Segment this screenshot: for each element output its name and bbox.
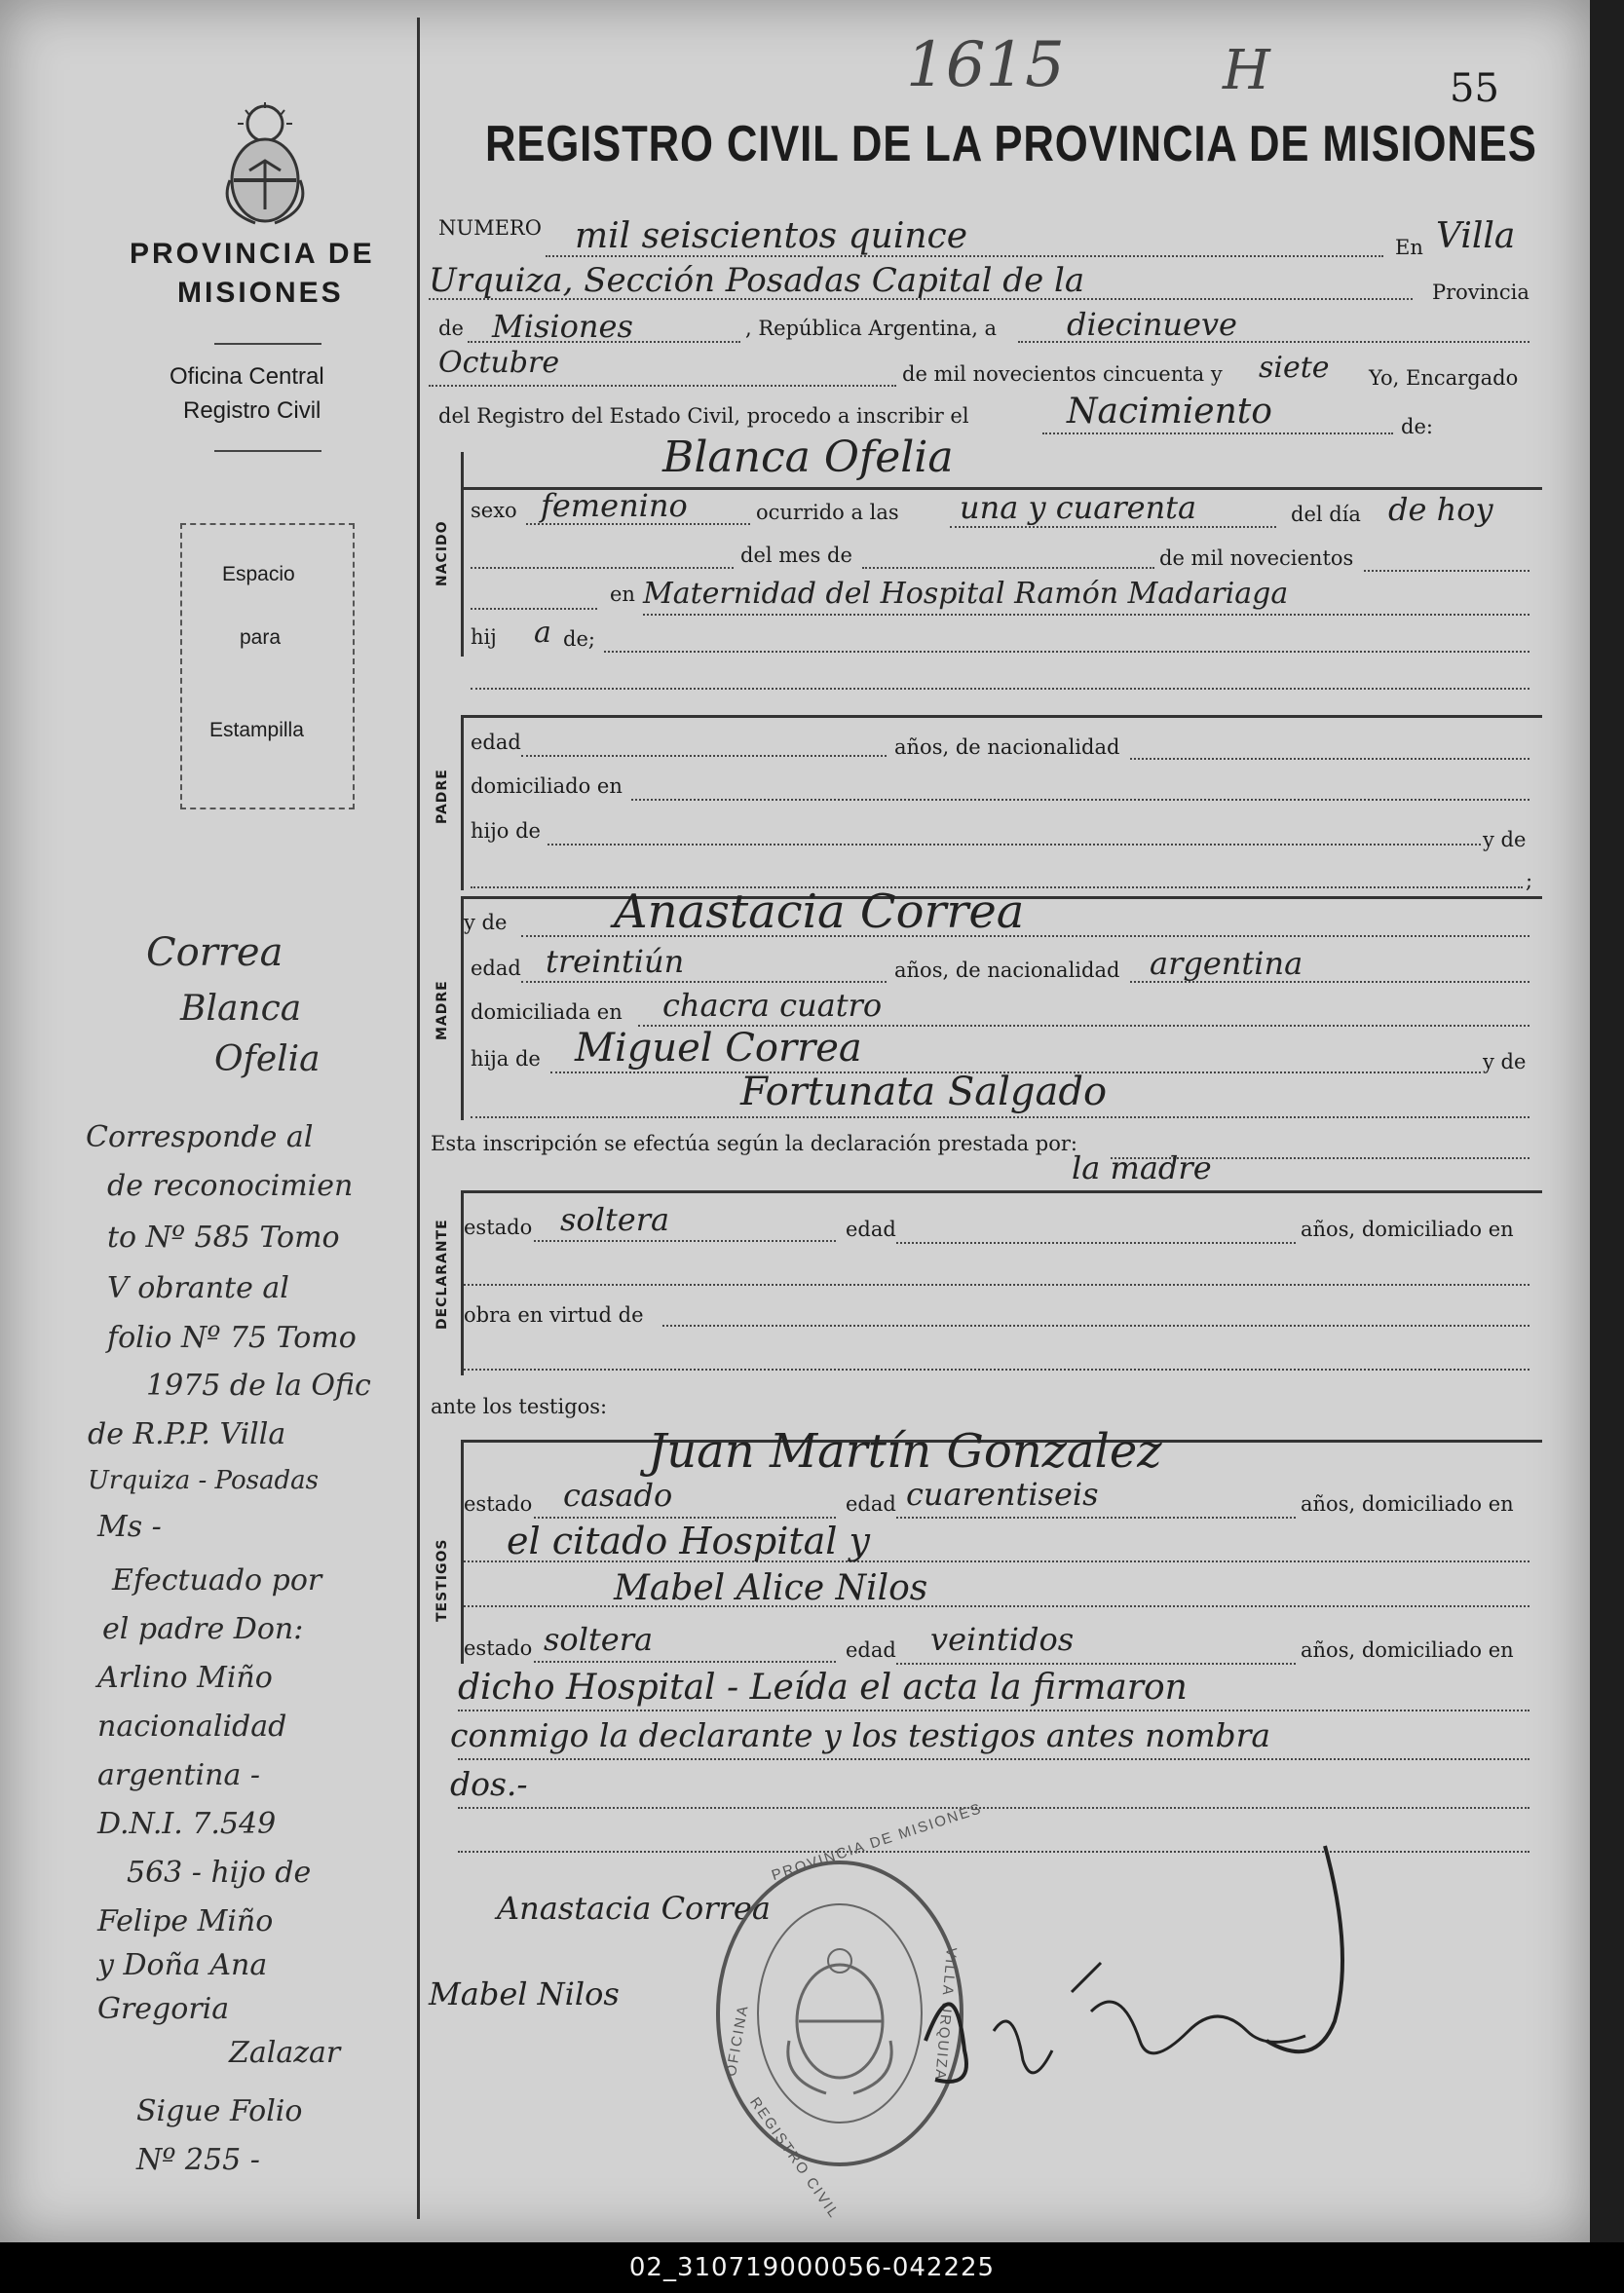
margin-line: to Nº 585 Tomo	[107, 1221, 340, 1255]
margin-line: Efectuado por	[112, 1563, 322, 1598]
del-dia-value: de hoy	[1388, 491, 1493, 528]
year-value: siete	[1259, 351, 1330, 385]
testigo2-edad-line	[896, 1663, 1296, 1665]
lugar-line-b	[643, 614, 1530, 616]
numero-label: NUMERO	[438, 216, 542, 240]
mil-nac-line	[1364, 570, 1530, 572]
margin-line: y Doña Ana	[97, 1948, 268, 1982]
margin-line: Sigue Folio	[136, 2094, 303, 2128]
section-rule	[461, 715, 1542, 718]
testigo2-estado-line	[534, 1661, 836, 1663]
provincia-label: Provincia	[1432, 281, 1530, 304]
coat-of-arms-icon	[216, 102, 314, 229]
madre-nacionalidad-value: argentina	[1150, 945, 1303, 982]
margin-line: de R.P.P. Villa	[88, 1417, 286, 1451]
margin-line: Corresponde al	[86, 1120, 314, 1154]
handwritten-page-number: 1615	[906, 29, 1065, 101]
testigo1-edad-label: edad	[846, 1492, 896, 1516]
padre-nac-line	[1130, 758, 1530, 760]
closing-line2-dots	[458, 1758, 1530, 1760]
margin-line: Nº 255 -	[136, 2143, 260, 2177]
margin-name2: Ofelia	[214, 1039, 321, 1079]
padre-domicilio-line	[631, 799, 1530, 801]
padre-hijo-line	[548, 844, 1481, 846]
del-dia-label: del día	[1291, 503, 1361, 526]
ocurrido-label: ocurrido a las	[756, 501, 899, 524]
madre-hija-label: hija de	[471, 1047, 541, 1071]
closing-line1-dots	[458, 1710, 1530, 1711]
testigo2-anos-label: años, domiciliado en	[1301, 1638, 1514, 1662]
yo-label: Yo, Encargado	[1369, 366, 1519, 390]
testigos-label: ante los testigos:	[431, 1395, 608, 1418]
de2-label: de:	[1401, 415, 1433, 438]
stamp-box-line2: para	[240, 626, 282, 649]
testigo1-edad-value: cuarentiseis	[906, 1476, 1099, 1513]
madre-padre-value: Miguel Correa	[575, 1026, 862, 1071]
margin-line: D.N.I. 7.549	[97, 1807, 277, 1841]
en-label: En	[1395, 236, 1423, 259]
testigos-bracket	[461, 1440, 464, 1664]
padre-edad-line	[521, 755, 887, 757]
padre-label: PADRE	[434, 769, 450, 824]
margin-line: el padre Don:	[102, 1612, 304, 1646]
year-label: de mil novecientos cincuenta y	[902, 362, 1223, 386]
registro-value: Nacimiento	[1067, 392, 1272, 432]
madre-anos-label: años, de nacionalidad	[894, 959, 1120, 982]
margin-surname: Correa	[146, 930, 283, 975]
mes-value: Octubre	[438, 346, 560, 380]
margin-line: Ms -	[97, 1510, 162, 1544]
nacido-name: Blanca Ofelia	[662, 432, 954, 482]
margin-line: Zalazar	[229, 2036, 341, 2070]
closing-line1: dicho Hospital - Leída el acta la firmaron	[458, 1668, 1188, 1708]
testigo1-domicilio-value: el citado Hospital y	[507, 1520, 870, 1562]
declarante-anos-label: años, domiciliado en	[1301, 1218, 1514, 1241]
padre-y-de-label: y de	[1483, 828, 1527, 851]
closing-line3-dots	[458, 1807, 1530, 1809]
province-line1: PROVINCIA DE	[130, 238, 375, 270]
declarante-edad-label: edad	[846, 1218, 896, 1241]
declarante-obra-label: obra en virtud de	[464, 1303, 644, 1327]
testigo1-estado-value: casado	[563, 1477, 673, 1514]
header-divider-2	[214, 450, 321, 452]
hij-label: hij	[471, 625, 497, 649]
hij-de-label: de;	[563, 627, 595, 651]
mil-nac-label: de mil novecientos	[1159, 546, 1354, 570]
seal-text-top: PROVINCIA DE MISIONES	[770, 1800, 985, 1885]
testigos-label-side: TESTIGOS	[434, 1538, 450, 1622]
section-rule	[461, 1190, 1542, 1193]
testigo2-estado-value: soltera	[544, 1621, 654, 1658]
office-line2: Registro Civil	[183, 397, 321, 424]
nac-extra-line	[471, 688, 1530, 690]
inscripcion-label: Esta inscripción se efectúa según la declaración prestada por:	[431, 1132, 1077, 1155]
column-divider	[417, 18, 420, 2219]
de-value: Misiones	[492, 308, 633, 345]
declarante-edad-line	[896, 1242, 1296, 1244]
margin-line: 563 - hijo de	[127, 1856, 312, 1890]
madre-edad-value: treintiún	[546, 943, 685, 980]
madre-edad-line	[521, 981, 887, 983]
declarante-estado-value: soltera	[560, 1201, 670, 1238]
folio-number: 55	[1450, 66, 1499, 111]
declarante-label: DECLARANTE	[434, 1219, 450, 1330]
stamp-box-line3: Estampilla	[209, 719, 304, 741]
declarante-obra-line	[662, 1325, 1530, 1327]
margin-line: nacionalidad	[97, 1710, 287, 1744]
declarante-estado-label: estado	[464, 1216, 533, 1239]
madre-edad-label: edad	[471, 957, 521, 980]
registrar-signature-icon	[896, 1836, 1403, 2128]
province-line2: MISIONES	[177, 277, 344, 309]
line2-value: Urquiza, Sección Posadas Capital de la	[429, 261, 1085, 300]
testigo2-estado-label: estado	[464, 1636, 533, 1660]
padre-domicilio-label: domiciliado en	[471, 774, 623, 798]
numero-value: mil seiscientos quince	[575, 216, 967, 256]
page-title: REGISTRO CIVIL DE LA PROVINCIA DE MISIONES	[485, 116, 1537, 172]
padre-hijo-label: hijo de	[471, 819, 541, 843]
signature-declarante: Anastacia Correa	[497, 1890, 771, 1927]
seal-text-right: VILLA URQUIZA	[931, 1946, 960, 2083]
testigo1-estado-line	[534, 1517, 836, 1519]
sexo-value: femenino	[541, 487, 688, 524]
hora-value: una y cuarenta	[960, 489, 1197, 526]
testigo2-name: Mabel Alice Nilos	[614, 1568, 928, 1608]
registro-line	[1042, 432, 1393, 434]
madre-y-de-label: y de	[464, 911, 508, 934]
declarante-extra-line-2	[464, 1369, 1530, 1371]
dia-value: diecinueve	[1067, 306, 1237, 343]
margin-name1: Blanca	[180, 989, 302, 1029]
margin-line: de reconocimien	[107, 1169, 354, 1203]
hij-line	[604, 651, 1530, 653]
office-line1: Oficina Central	[170, 363, 324, 390]
madre-extra-line	[471, 1116, 1530, 1118]
en-nac-label: en	[610, 583, 635, 606]
mes-nac-line-a	[471, 567, 734, 569]
testigo1-anos-label: años, domiciliado en	[1301, 1492, 1514, 1516]
signature-testigo: Mabel Nilos	[429, 1975, 620, 2012]
scan-edge	[1590, 0, 1624, 2242]
testigo2-name-line	[464, 1605, 1530, 1607]
madre-label: MADRE	[434, 980, 450, 1040]
handwritten-page-mark: H	[1223, 39, 1270, 102]
seal-text-left: OFICINA	[723, 2003, 752, 2078]
image-caption: 02_310719000056-042225	[0, 2242, 1624, 2293]
margin-line: Urquiza - Posadas	[88, 1466, 319, 1495]
testigo1-name: Juan Martín Gonzalez	[648, 1424, 1162, 1479]
seal-text-bottom: REGISTRO CIVIL	[746, 2094, 843, 2223]
margin-line: Arlino Miño	[97, 1661, 273, 1695]
inscripcion-value: la madre	[1072, 1149, 1212, 1186]
en-value: Villa	[1436, 216, 1516, 256]
padre-end-mark: ;	[1526, 869, 1533, 892]
header-divider	[214, 343, 321, 345]
margin-line: 1975 de la Ofic	[146, 1369, 371, 1403]
margin-line: V obrante al	[107, 1271, 289, 1305]
madre-name: Anastacia Correa	[614, 884, 1025, 939]
mes-nac-line-b	[862, 567, 1154, 569]
padre-anos-label: años, de nacionalidad	[894, 735, 1120, 759]
testigo1-estado-label: estado	[464, 1492, 533, 1516]
republica-label: , República Argentina, a	[745, 317, 998, 340]
testigo1-edad-line	[896, 1517, 1296, 1519]
madre-domicilio-value: chacra cuatro	[662, 987, 883, 1024]
madre-madre-value: Fortunata Salgado	[740, 1070, 1108, 1114]
margin-line: Felipe Miño	[97, 1904, 274, 1938]
closing-line3: dos.-	[450, 1765, 528, 1803]
hij-value: a	[534, 616, 551, 650]
lugar-value: Maternidad del Hospital Ramón Madariaga	[643, 577, 1289, 611]
margin-line: folio Nº 75 Tomo	[107, 1321, 357, 1355]
declarante-estado-line	[534, 1240, 836, 1242]
testigo2-edad-label: edad	[846, 1638, 896, 1662]
padre-edad-label: edad	[471, 731, 521, 754]
closing-line2: conmigo la declarante y los testigos antes nombra	[450, 1716, 1271, 1754]
de-label: de	[438, 317, 464, 340]
padre-bracket	[461, 715, 464, 890]
nacido-bracket	[461, 452, 464, 657]
margin-line: Gregoria	[97, 1992, 230, 2026]
madre-domiciliada-label: domiciliada en	[471, 1000, 623, 1024]
declarante-extra-line-1	[464, 1284, 1530, 1286]
testigo2-edad-value: veintidos	[930, 1621, 1075, 1658]
madre-y-de2-label: y de	[1483, 1050, 1527, 1073]
nacido-label: NACIDO	[434, 520, 450, 586]
hora-line	[950, 526, 1276, 528]
mes-line	[429, 385, 896, 387]
margin-line: argentina -	[97, 1758, 261, 1792]
stamp-box-line1: Espacio	[222, 563, 295, 585]
registro-label: del Registro del Estado Civil, procedo a inscribir el	[438, 404, 969, 428]
lugar-line-a	[471, 608, 597, 610]
mes-nac-label: del mes de	[740, 544, 852, 567]
sexo-label: sexo	[471, 499, 517, 522]
